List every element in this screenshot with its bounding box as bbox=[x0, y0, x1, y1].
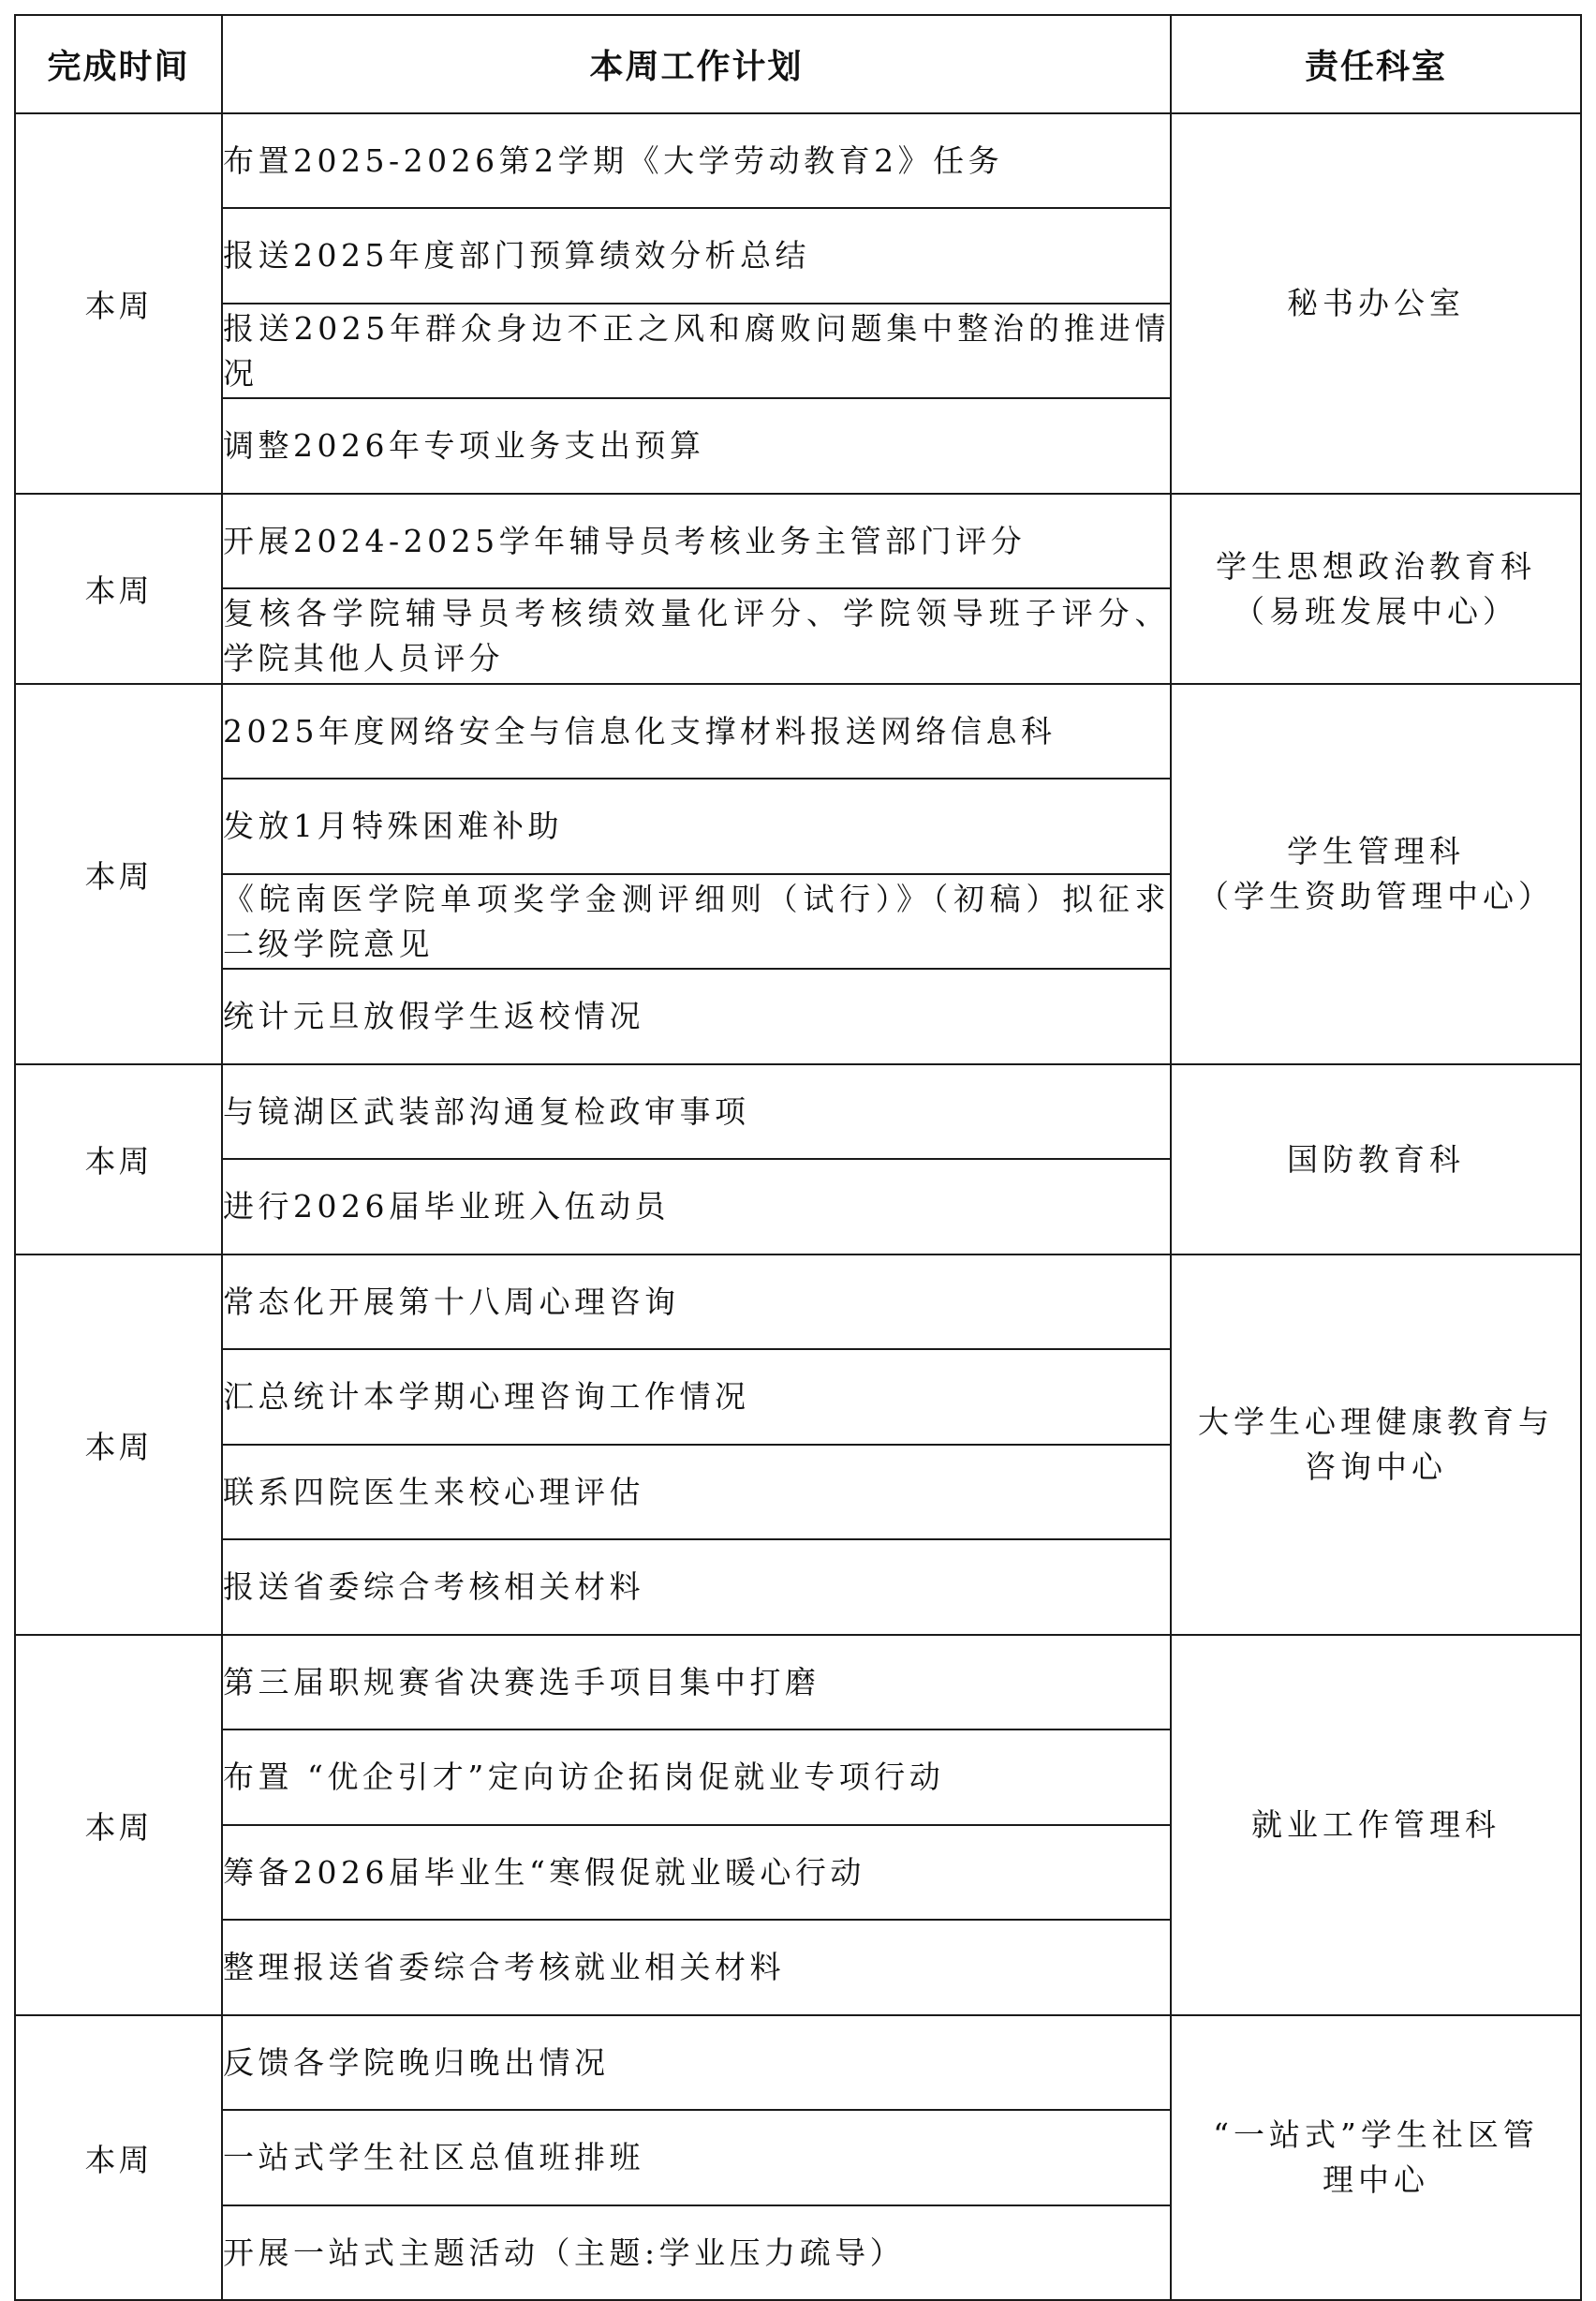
plan-task-cell: 开展一站式主题活动（主题:学业压力疏导） bbox=[222, 2205, 1171, 2300]
table-header-row bbox=[15, 15, 1581, 113]
responsible-dept-line: 学生思想政治教育科 bbox=[1216, 547, 1536, 585]
plan-task-cell: 报送2025年度部门预算绩效分析总结 bbox=[222, 208, 1171, 304]
plan-task-cell: 一站式学生社区总值班排班 bbox=[222, 2110, 1171, 2205]
responsible-dept-line: 秘书办公室 bbox=[1287, 285, 1465, 321]
plan-task-cell: 布置2025-2026第2学期《大学劳动教育2》任务 bbox=[222, 113, 1171, 208]
header-completion-time: 完成时间 bbox=[15, 15, 222, 113]
responsible-dept-line: 理中心 bbox=[1323, 2161, 1429, 2198]
completion-time-cell: 本周 bbox=[15, 494, 222, 684]
plan-task-cell: 复核各学院辅导员考核绩效量化评分、学院领导班子评分、学院其他人员评分 bbox=[222, 588, 1171, 684]
header-weekly-plan: 本周工作计划 bbox=[222, 15, 1171, 113]
plan-task-cell: 筹备2026届毕业生“寒假促就业暖心行动 bbox=[222, 1825, 1171, 1920]
responsible-dept-line: 就业工作管理科 bbox=[1251, 1806, 1500, 1843]
responsible-dept-line: （易班发展中心） bbox=[1234, 592, 1518, 630]
responsible-dept-line: （学生资助管理中心） bbox=[1198, 878, 1554, 914]
responsible-dept-cell bbox=[1171, 1635, 1581, 2015]
plan-task-cell: 2025年度网络安全与信息化支撑材料报送网络信息科 bbox=[222, 684, 1171, 779]
responsible-dept-line: 咨询中心 bbox=[1305, 1448, 1447, 1485]
responsible-dept-cell bbox=[1171, 2015, 1581, 2300]
plan-task-cell: 布置 “优企引才”定向访企拓岗促就业专项行动 bbox=[222, 1729, 1171, 1825]
completion-time-cell: 本周 bbox=[15, 1254, 222, 1635]
plan-task-cell: 发放1月特殊困难补助 bbox=[222, 779, 1171, 874]
completion-time-cell: 本周 bbox=[15, 1064, 222, 1254]
table-row bbox=[15, 2015, 1581, 2110]
table-row bbox=[15, 684, 1581, 779]
plan-task-cell: 与镜湖区武装部沟通复检政审事项 bbox=[222, 1064, 1171, 1159]
plan-task-cell: 反馈各学院晚归晚出情况 bbox=[222, 2015, 1171, 2110]
completion-time-cell: 本周 bbox=[15, 1635, 222, 2015]
responsible-dept-line: 学生管理科 bbox=[1287, 833, 1465, 869]
responsible-dept-line: 大学生心理健康教育与 bbox=[1198, 1403, 1554, 1440]
responsible-dept-cell bbox=[1171, 113, 1581, 494]
plan-task-cell: 整理报送省委综合考核就业相关材料 bbox=[222, 1920, 1171, 2015]
table-row bbox=[15, 1064, 1581, 1159]
responsible-dept-cell bbox=[1171, 1254, 1581, 1635]
responsible-dept-line: 国防教育科 bbox=[1287, 1140, 1465, 1178]
table-body bbox=[15, 113, 1581, 2300]
plan-task-cell: 报送2025年群众身边不正之风和腐败问题集中整治的推进情况 bbox=[222, 304, 1171, 398]
plan-task-cell: 《皖南医学院单项奖学金测评细则（试行）》（初稿）拟征求二级学院意见 bbox=[222, 874, 1171, 969]
completion-time-cell: 本周 bbox=[15, 2015, 222, 2300]
plan-task-cell: 联系四院医生来校心理评估 bbox=[222, 1445, 1171, 1539]
plan-task-cell: 报送省委综合考核相关材料 bbox=[222, 1539, 1171, 1635]
plan-task-cell: 统计元旦放假学生返校情况 bbox=[222, 969, 1171, 1064]
table-row bbox=[15, 1254, 1581, 1349]
table-row bbox=[15, 494, 1581, 588]
plan-task-cell: 调整2026年专项业务支出预算 bbox=[222, 398, 1171, 494]
responsible-dept-cell bbox=[1171, 684, 1581, 1064]
plan-task-cell: 开展2024-2025学年辅导员考核业务主管部门评分 bbox=[222, 494, 1171, 588]
plan-task-cell: 汇总统计本学期心理咨询工作情况 bbox=[222, 1349, 1171, 1445]
completion-time-cell: 本周 bbox=[15, 113, 222, 494]
responsible-dept-cell bbox=[1171, 494, 1581, 684]
table-row bbox=[15, 1635, 1581, 1729]
plan-task-cell: 常态化开展第十八周心理咨询 bbox=[222, 1254, 1171, 1349]
header-responsible-dept: 责任科室 bbox=[1171, 15, 1581, 113]
plan-task-cell: 第三届职规赛省决赛选手项目集中打磨 bbox=[222, 1635, 1171, 1729]
work-plan-table bbox=[14, 14, 1582, 2301]
responsible-dept-cell bbox=[1171, 1064, 1581, 1254]
plan-task-cell: 进行2026届毕业班入伍动员 bbox=[222, 1159, 1171, 1254]
completion-time-cell: 本周 bbox=[15, 684, 222, 1064]
responsible-dept-line: “一站式”学生社区管 bbox=[1213, 2116, 1539, 2153]
table-row bbox=[15, 113, 1581, 208]
